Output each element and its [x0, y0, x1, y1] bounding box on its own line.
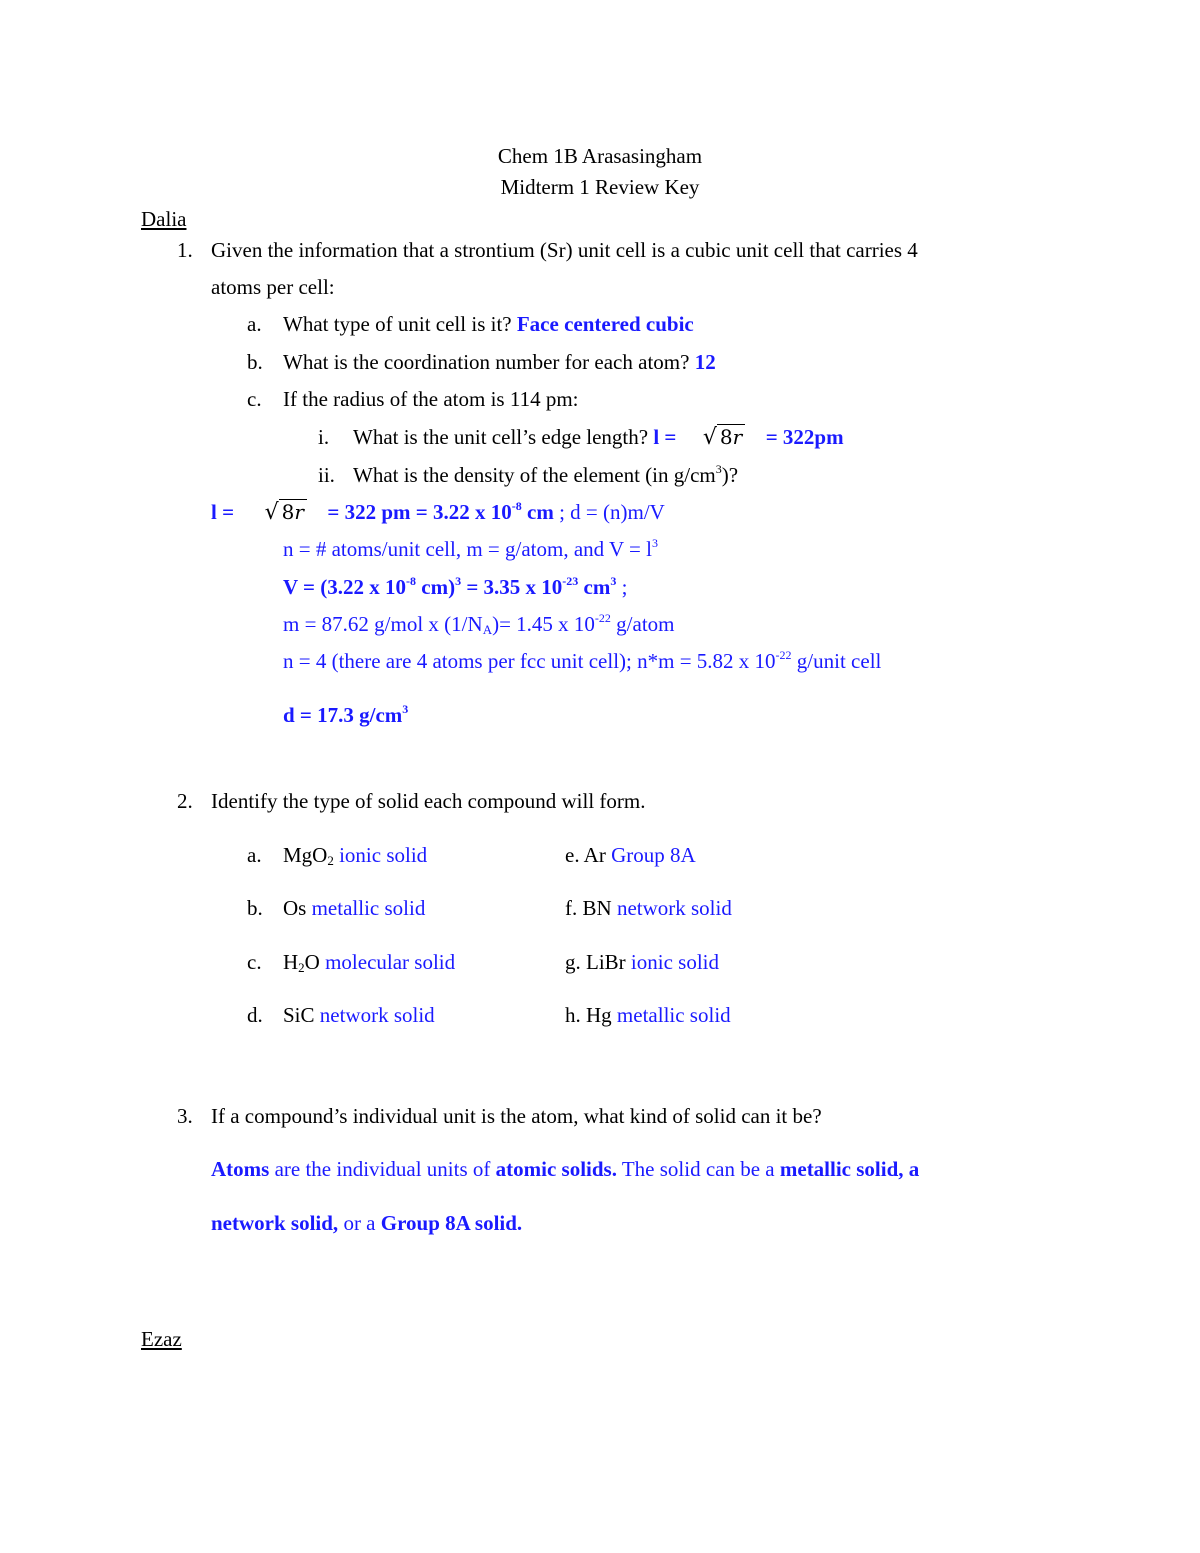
- q2-number: 2.: [177, 789, 193, 813]
- q1ci-label: i.: [318, 425, 330, 449]
- solution-mass: m = 87.62 g/mol x $(1/N_A)= 1.45$ x $10^{-22}$ g/atom: [283, 611, 675, 637]
- sqrt-icon: √: [702, 425, 717, 450]
- q2-item-answer: molecular solid: [325, 950, 456, 974]
- q2-item-answer: network solid: [616, 896, 732, 920]
- q2-item-answer: metallic solid: [311, 896, 426, 920]
- q2-item-compound: SiC network solid: [283, 1003, 435, 1027]
- q1c-label: c.: [247, 387, 262, 411]
- q1b-question: What is the coordination number for each atom? 12: [283, 350, 716, 374]
- q1ci-question: What is the unit cell’s edge length? l = √ 8r = 322pm: [353, 425, 844, 450]
- q2-item-answer: ionic solid: [339, 843, 428, 867]
- solution-volume: V = (3.22 x $10^{-8}$ cm)$^3$ = 3.35 x $10^{-23}$ $cm^3$ ;: [283, 574, 628, 599]
- q1-text-line2: atoms per cell:: [211, 275, 335, 299]
- q3-number: 3.: [177, 1104, 193, 1128]
- q2-item: b.: [247, 896, 263, 920]
- q1cii-label: ii.: [318, 463, 335, 487]
- q1-text-line1: Given the information that a strontium (Sr) unit cell is a cubic unit cell that carries 4: [211, 238, 918, 262]
- q1cii-question: What is the density of the element (in $g/cm^3$)?: [353, 462, 739, 487]
- q2-item: f. BN network solid: [565, 896, 732, 920]
- q2-item: e. Ar Group 8A: [565, 843, 696, 867]
- q1a-label: a.: [247, 312, 262, 336]
- q2-item: c.: [247, 950, 262, 974]
- q2-item-compound: MgO$_2$ ionic solid: [283, 843, 428, 868]
- q1b-answer: 12: [694, 350, 716, 374]
- q2-item-answer: metallic solid: [616, 1003, 731, 1027]
- q2-item-compound: Os metallic solid: [283, 896, 426, 920]
- q1ci-answer: = 322pm: [765, 425, 844, 449]
- sqrt-formula: √ 8r: [703, 427, 745, 449]
- q2-item: d.: [247, 1003, 263, 1027]
- q1c-question: If the radius of the atom is 114 pm:: [283, 387, 579, 411]
- header-subtitle: Midterm 1 Review Key: [500, 175, 700, 199]
- solution-edge-length: l = √ 8r = 322 pm = 3.22 x $10^{-8}$ cm ; d = (n)m/V: [211, 499, 665, 525]
- q3-answer-line2: network solid, or a Group 8A solid.: [211, 1211, 523, 1235]
- sqrt-formula: √ 8r: [265, 502, 307, 524]
- q2-item-compound: $H_2O$ molecular solid: [283, 950, 456, 975]
- header-title: Chem 1B Arasasingham: [497, 144, 703, 168]
- q1b-label: b.: [247, 350, 263, 374]
- q2-item-answer: Group 8A: [611, 843, 696, 867]
- q3-answer-line1: Atoms are the individual units of atomic solids. The solid can be a metallic solid, a: [211, 1157, 920, 1181]
- q2-text: Identify the type of solid each compound will form.: [211, 789, 646, 813]
- solution-density: d = 17.3 $g/cm^3$: [283, 702, 409, 727]
- q1-number: 1.: [177, 238, 193, 262]
- q3-text: If a compound’s individual unit is the atom, what kind of solid can it be?: [211, 1104, 822, 1128]
- solution-n-mass: n = 4 (there are 4 atoms per fcc unit cell); n*m = 5.82 x $10^{-22}$ g/unit cell: [283, 648, 882, 673]
- q1a-question: What type of unit cell is it? Face centered cubic: [283, 312, 694, 336]
- sqrt-icon: √: [264, 500, 279, 525]
- q2-item: g. LiBr ionic solid: [565, 950, 720, 974]
- q1ci-answer-prefix: l =: [653, 425, 677, 449]
- q2-item: h. Hg metallic solid: [565, 1003, 731, 1027]
- solution-definitions: n = # atoms/unit cell, m = g/atom, and $V = l^3$: [283, 536, 658, 561]
- section-name-ezaz: Ezaz: [141, 1327, 182, 1351]
- q1a-answer: Face centered cubic: [516, 312, 694, 336]
- section-name-dalia: Dalia: [141, 207, 187, 231]
- q2-item-answer: ionic solid: [630, 950, 720, 974]
- q2-item-answer: network solid: [319, 1003, 435, 1027]
- q2-item: a.: [247, 843, 262, 867]
